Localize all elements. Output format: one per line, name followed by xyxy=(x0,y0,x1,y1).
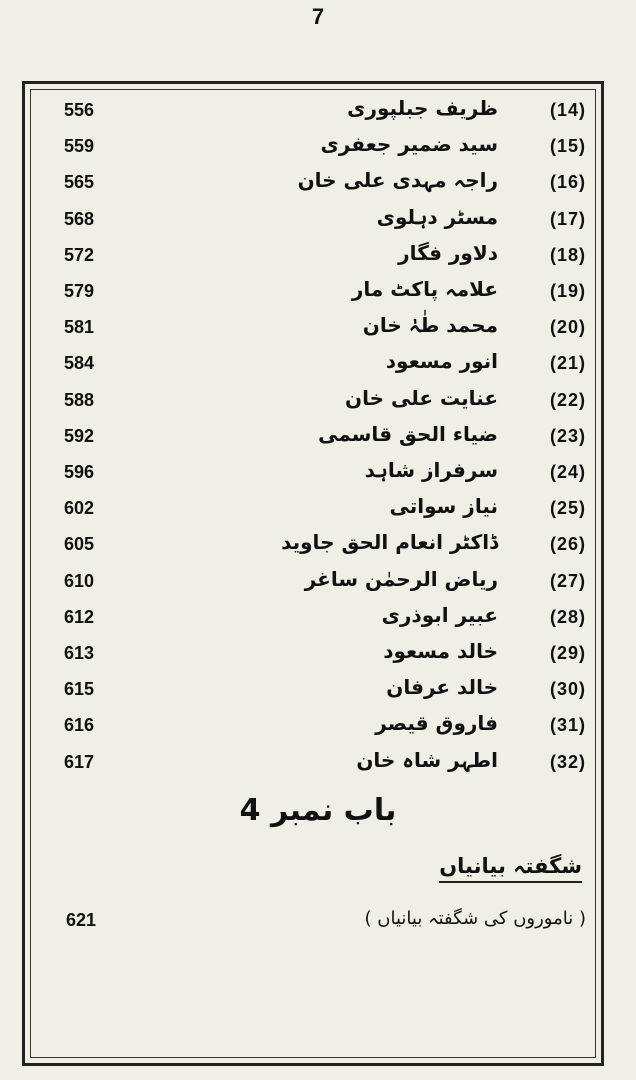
toc-entry-title: راجہ مہدی علی خان xyxy=(297,168,498,193)
toc-page-number: 610 xyxy=(64,570,95,591)
toc-row xyxy=(0,275,636,311)
toc-entry-number: (20) xyxy=(549,317,586,338)
toc-entry-title: دلاور فگار xyxy=(398,240,498,265)
toc-page-number: 605 xyxy=(64,534,95,555)
toc-row xyxy=(0,673,636,709)
toc-page-number: 579 xyxy=(64,281,95,301)
toc-entry-title: فاروق قیصر xyxy=(375,711,498,736)
toc-entry-number: (22) xyxy=(549,389,586,410)
toc-page-number: 613 xyxy=(64,643,95,663)
toc-page-number: 572 xyxy=(64,244,95,265)
toc-entry-title: عبیر ابوذری xyxy=(381,602,498,627)
toc-entry-title: ضیاء الحق قاسمی xyxy=(318,421,498,446)
toc-row xyxy=(0,203,636,239)
section-page-number: 621 xyxy=(66,910,97,930)
toc-page-number: 602 xyxy=(64,498,95,519)
toc-row xyxy=(0,347,636,383)
toc-entry-title: محمد طٰہٰ خان xyxy=(362,313,498,338)
toc-entry-number: (27) xyxy=(549,570,586,591)
toc-entry-number: (17) xyxy=(549,208,586,229)
chapter-heading: باب نمبر 4 xyxy=(239,793,397,828)
toc-entry-title: سید ضمیر جعفری xyxy=(320,132,498,157)
toc-page-number: 616 xyxy=(64,715,95,736)
toc-row xyxy=(0,384,636,420)
toc-entry-title: اطہر شاہ خان xyxy=(356,747,498,772)
toc-entry-number: (31) xyxy=(549,715,586,736)
toc-entry-title: نیاز سواتی xyxy=(389,494,498,519)
toc-row xyxy=(0,456,636,492)
toc-entry-title: سرفراز شاہد xyxy=(364,458,498,482)
toc-entry-title: خالد مسعود xyxy=(383,639,498,663)
toc-entry-number: (24) xyxy=(549,462,586,482)
toc-row xyxy=(0,637,636,673)
toc-entry-number: (21) xyxy=(549,353,586,374)
toc-row xyxy=(0,601,636,637)
toc-entry-title: ظریف جبلپوری xyxy=(347,96,498,120)
page-number: 7 xyxy=(311,4,325,29)
toc-page-number: 584 xyxy=(64,353,95,374)
toc-page-number: 617 xyxy=(64,751,95,772)
toc-page-number: 615 xyxy=(64,679,95,700)
toc-entry-number: (25) xyxy=(549,498,586,519)
toc-entry-number: (16) xyxy=(549,172,586,193)
toc-page-number: 568 xyxy=(64,208,95,229)
toc-entry-number: (28) xyxy=(549,606,586,627)
toc-row xyxy=(0,565,636,601)
toc-entry-number: (26) xyxy=(549,534,586,555)
toc-row xyxy=(0,420,636,456)
toc-entry-number: (32) xyxy=(549,751,586,772)
toc-row xyxy=(0,709,636,745)
toc-row xyxy=(0,130,636,166)
toc-entry-title: انور مسعود xyxy=(385,349,498,374)
toc-entry-number: (19) xyxy=(549,281,586,301)
toc-entry-number: (29) xyxy=(549,643,586,663)
toc-page-number: 612 xyxy=(64,606,95,627)
toc-entry-title: علامہ پاکٹ مار xyxy=(351,277,498,301)
toc-entry-title: خالد عرفان xyxy=(386,675,498,700)
toc-entry-number: (14) xyxy=(549,100,586,120)
toc-entry-title: عنایت علی خان xyxy=(345,385,498,410)
section-title: شگفتہ بیانیاں xyxy=(439,854,582,883)
toc-entry-title: ریاض الرحمٰن ساغر xyxy=(304,566,498,591)
toc-entry-number: (30) xyxy=(549,679,586,700)
toc-row xyxy=(0,528,636,564)
toc-page-number: 559 xyxy=(64,136,95,157)
toc-entry-number: (15) xyxy=(549,136,586,157)
toc-page-number: 592 xyxy=(64,425,95,446)
toc-page-number: 588 xyxy=(64,389,95,410)
toc-row xyxy=(0,239,636,275)
toc-entry-title: مسٹر دہلوی xyxy=(376,204,498,229)
toc-entry-number: (23) xyxy=(549,425,586,446)
toc-page-number: 596 xyxy=(64,462,95,482)
toc-page-number: 581 xyxy=(64,317,95,338)
toc-entry-title: ڈاکٹر انعام الحق جاوید xyxy=(281,530,498,555)
toc-row xyxy=(0,94,636,130)
toc-row xyxy=(0,311,636,347)
toc-row xyxy=(0,492,636,528)
toc-row xyxy=(0,746,636,782)
toc-entry-number: (18) xyxy=(549,244,586,265)
toc-page-number: 565 xyxy=(64,172,95,193)
section-subtitle: ( ناموروں کی شگفتہ بیانیاں ) xyxy=(364,908,586,929)
toc-page-number: 556 xyxy=(64,100,95,120)
toc-row xyxy=(0,166,636,202)
